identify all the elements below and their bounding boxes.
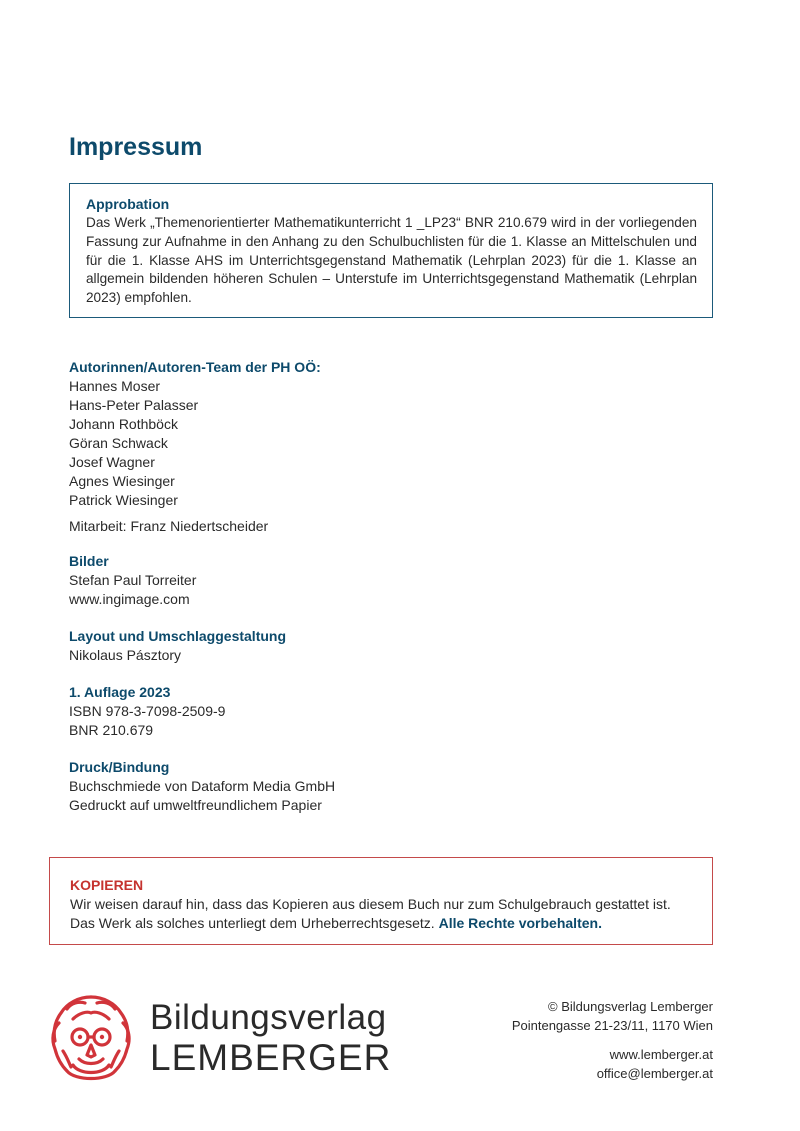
images-line: Stefan Paul Torreiter bbox=[69, 572, 197, 588]
email-link[interactable]: office@lemberger.at bbox=[596, 1066, 713, 1081]
approval-heading: Approbation bbox=[86, 196, 170, 212]
layout-section bbox=[69, 627, 286, 665]
images-line: www.ingimage.com bbox=[69, 591, 190, 607]
copy-notice-heading: KOPIEREN bbox=[70, 877, 144, 893]
print-heading: Druck/Bindung bbox=[69, 759, 170, 775]
edition-section bbox=[69, 683, 225, 740]
copy-notice-box bbox=[49, 857, 713, 945]
authors-heading: Autorinnen/Autoren-Team der PH OÖ: bbox=[69, 359, 321, 375]
author-name: Agnes Wiesinger bbox=[69, 473, 175, 489]
lion-logo-icon bbox=[49, 993, 133, 1085]
author-name: Patrick Wiesinger bbox=[69, 492, 178, 508]
rights-reserved-text: Alle Rechte vorbehalten. bbox=[438, 915, 602, 931]
page-title: Impressum bbox=[69, 133, 203, 161]
address-line: Pointengasse 21-23/11, 1170 Wien bbox=[511, 1018, 713, 1033]
approval-box bbox=[69, 183, 713, 318]
print-line: Buchschmiede von Dataform Media GmbH bbox=[69, 778, 336, 794]
images-section bbox=[69, 552, 196, 609]
print-line: Gedruckt auf umweltfreundlichem Papier bbox=[69, 797, 322, 813]
edition-heading: 1. Auflage 2023 bbox=[69, 684, 171, 700]
author-name: Hannes Moser bbox=[69, 378, 161, 394]
layout-heading: Layout und Umschlaggestaltung bbox=[69, 628, 287, 644]
author-name: Göran Schwack bbox=[69, 435, 168, 451]
collaboration-note: Mitarbeit: Franz Niedertscheider bbox=[69, 518, 269, 534]
copyright-line: © Bildungsverlag Lemberger bbox=[548, 999, 713, 1014]
copy-notice-line: Wir weisen darauf hin, dass das Kopieren aus diesem Buch nur zum Schulgebrauch gestattet ist. bbox=[70, 896, 671, 912]
publisher-brand-line2: LEMBERGER bbox=[150, 1037, 392, 1078]
publisher-brand-line1: Bildungsverlag bbox=[150, 998, 387, 1037]
layout-line: Nikolaus Pásztory bbox=[69, 647, 182, 663]
author-name: Johann Rothböck bbox=[69, 416, 178, 432]
publisher-address-block bbox=[512, 997, 713, 1035]
isbn-line: ISBN 978-3-7098-2509-9 bbox=[69, 703, 226, 719]
copy-notice-line bbox=[70, 914, 692, 933]
print-section bbox=[69, 758, 335, 815]
bnr-line: BNR 210.679 bbox=[69, 722, 154, 738]
approval-text: Das Werk „Themenorientierter Mathematikunterricht 1 _LP23“ BNR 210.679 wird in der vorliegenden Fassung zur Aufnahme in den Anhang zu den Schulbuchlisten für die 1. Klasse an Mittelschulen und für die 1. Klasse AHS im Unterrichtsgegenstand Mathematik (Lehrplan 2023) für die 1. Klasse an allgemein bildenden höheren Schulen – Unterstufe im Unterrichtsgegenstand Mathematik (Lehrplan 2023) empfohlen. bbox=[86, 215, 697, 306]
images-heading: Bilder bbox=[69, 553, 109, 569]
author-name: Hans-Peter Palasser bbox=[69, 397, 199, 413]
authors-section bbox=[69, 358, 321, 536]
copyright-law-text: Das Werk als solches unterliegt dem Urheberrechtsgesetz. bbox=[70, 915, 435, 931]
website-link[interactable]: www.lemberger.at bbox=[609, 1047, 713, 1062]
publisher-contact-block bbox=[597, 1045, 713, 1083]
author-name: Josef Wagner bbox=[69, 454, 155, 470]
